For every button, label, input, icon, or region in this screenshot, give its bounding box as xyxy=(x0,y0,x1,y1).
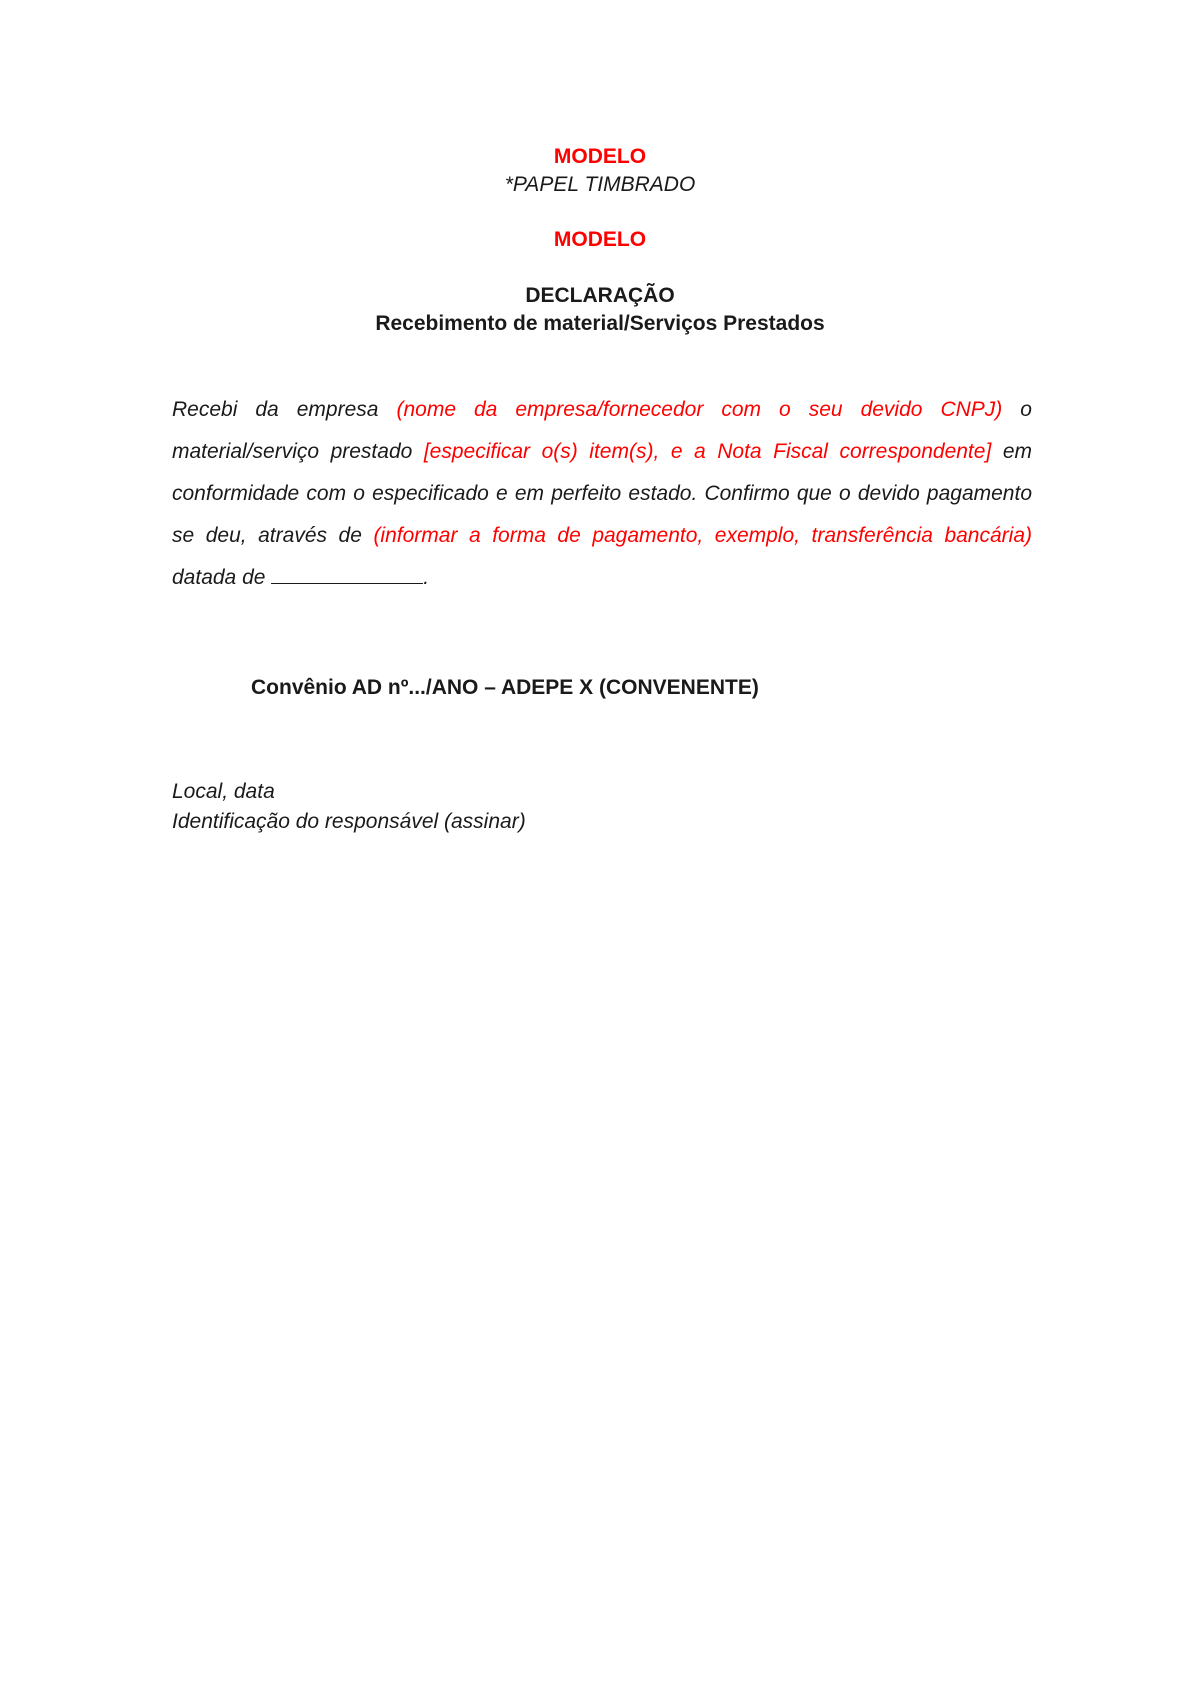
body-text-1: Recebi da empresa xyxy=(172,398,397,421)
local-date-line: Local, data xyxy=(172,780,275,803)
convenio-line: Convênio AD nº.../ANO – ADEPE X (CONVENENTE) xyxy=(251,676,759,699)
document-subtitle: Recebimento de material/Serviços Prestados xyxy=(375,312,825,335)
body-text-end: . xyxy=(423,566,430,589)
modelo-label-top: MODELO xyxy=(553,145,647,168)
payment-placeholder: (informar a forma de pagamento, exemplo, transferência bancária) xyxy=(373,524,1032,547)
body-text-3: em conformidade com o especificado e em perfeito estado. Confirmo que o devido pagamento se deu, através de xyxy=(172,440,1032,547)
papel-timbrado-note: *PAPEL TIMBRADO xyxy=(504,173,696,196)
items-placeholder: [especificar o(s) item(s), e a Nota Fiscal correspondente] xyxy=(423,440,992,463)
body-text-2: o material/serviço prestado xyxy=(172,398,1032,463)
document-title: DECLARAÇÃO xyxy=(525,284,675,307)
modelo-label-second: MODELO xyxy=(553,228,647,251)
date-blank-line xyxy=(271,561,423,584)
declaration-paragraph xyxy=(172,389,1032,599)
responsible-identification: Identificação do responsável (assinar) xyxy=(172,810,526,833)
company-placeholder: (nome da empresa/fornecedor com o seu devido CNPJ) xyxy=(396,398,1003,421)
body-text-4: datada de xyxy=(172,566,272,589)
